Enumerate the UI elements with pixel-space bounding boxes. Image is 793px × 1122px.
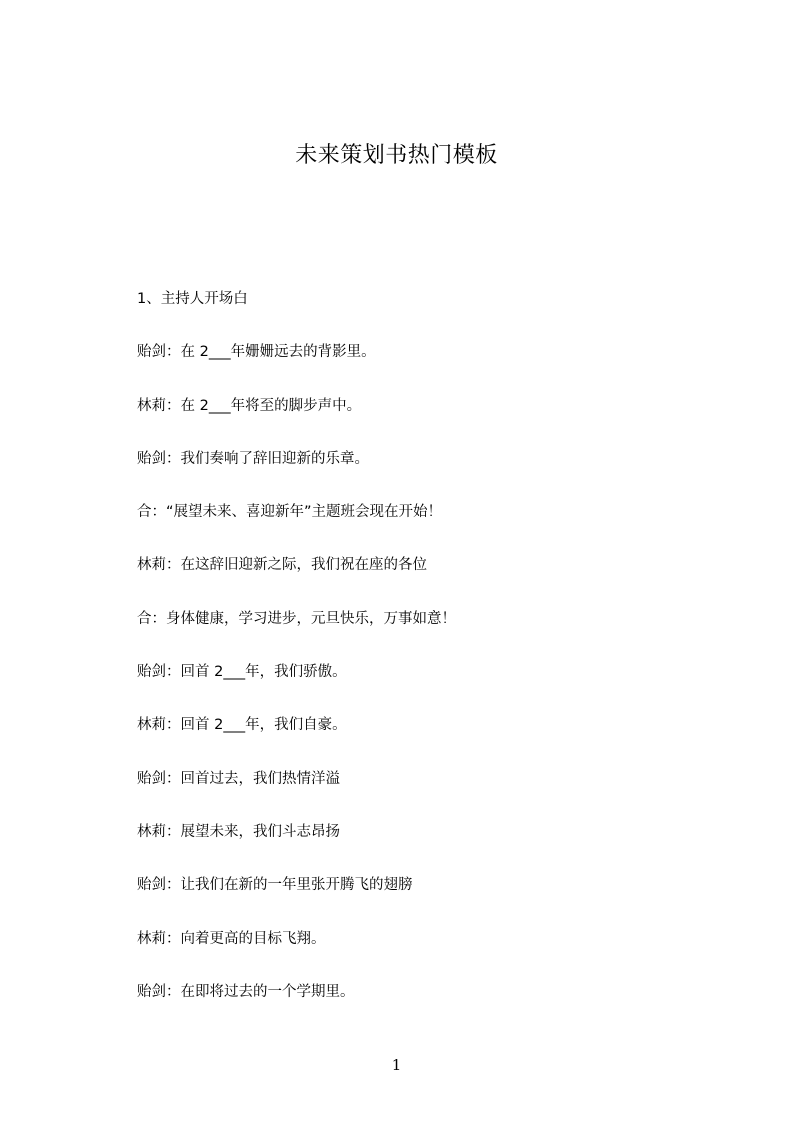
paragraph-line: 贻剑：让我们在新的一年里张开腾飞的翅膀 (137, 877, 413, 894)
paragraph-line: 合：“展望未来、喜迎新年”主题班会现在开始！ (137, 504, 443, 521)
paragraph-line: 林莉：展望未来，我们斗志昂扬 (137, 823, 340, 840)
paragraph-line: 贻剑：我们奏响了辞旧迎新的乐章。 (137, 450, 369, 467)
paragraph-line: 贻剑：回首过去，我们热情洋溢 (137, 770, 340, 787)
document-body (137, 288, 697, 1034)
paragraph-line: 贻剑：在即将过去的一个学期里。 (137, 983, 355, 1000)
paragraph-line: 林莉：向着更高的目标飞翔。 (137, 930, 326, 947)
document-title: 未来策划书热门模板 (295, 143, 498, 168)
paragraph-line: 林莉：在 2___年将至的脚步声中。 (137, 397, 362, 414)
paragraph-line: 1、主持人开场白 (137, 291, 248, 307)
paragraph-line: 林莉：在这辞旧迎新之际，我们祝在座的各位 (137, 557, 427, 574)
page-number: 1 (391, 1056, 402, 1074)
paragraph-line: 贻剑：在 2___年姗姗远去的背影里。 (137, 344, 376, 361)
paragraph-line: 林莉：回首 2___年，我们自豪。 (137, 717, 347, 734)
paragraph-line: 合：身体健康，学习进步，元旦快乐，万事如意！ (137, 610, 456, 627)
paragraph-line: 贻剑：回首 2___年，我们骄傲。 (137, 664, 347, 681)
